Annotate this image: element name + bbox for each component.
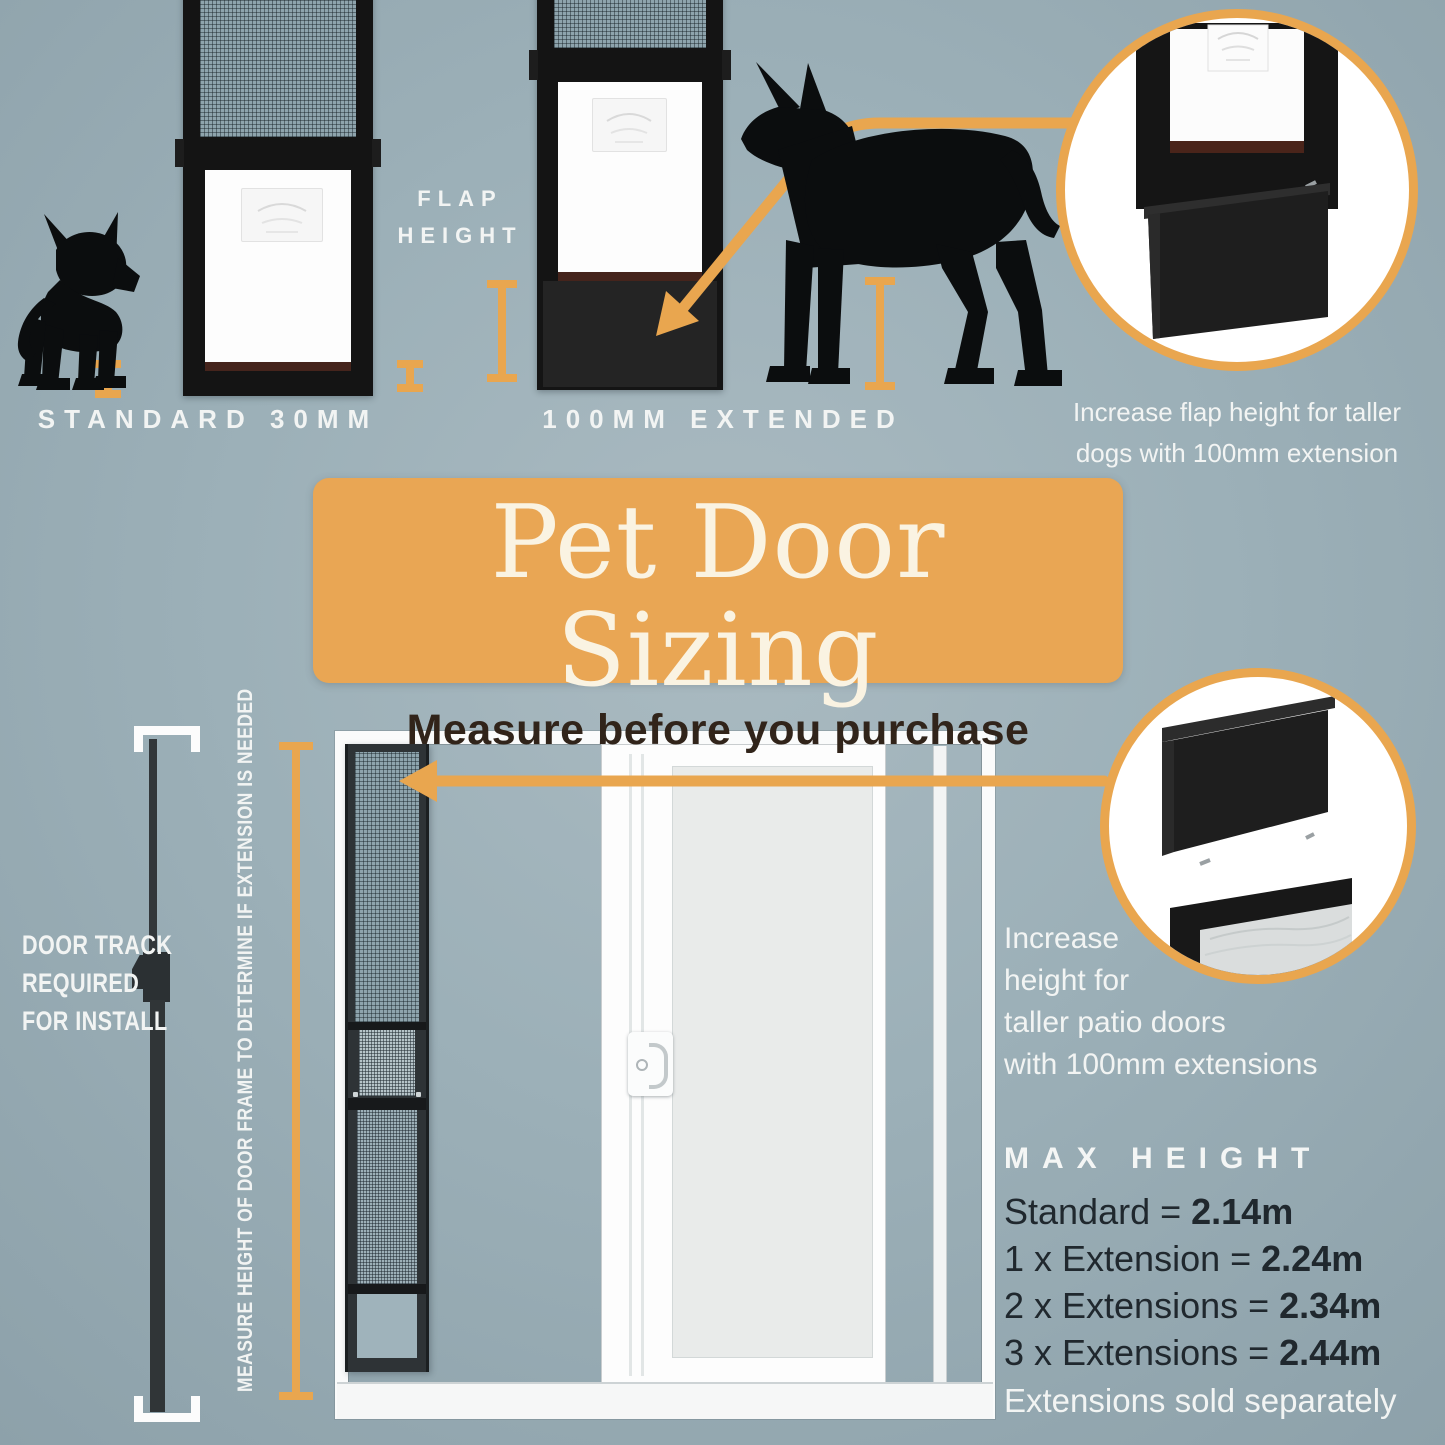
max-height-list bbox=[1004, 1188, 1381, 1376]
max-height-heading: MAX HEIGHT bbox=[1004, 1142, 1323, 1175]
measure-marker-extended bbox=[487, 284, 517, 378]
flap-extension-detail bbox=[1065, 18, 1409, 362]
page-title: Pet Door Sizing bbox=[490, 483, 946, 709]
chihuahua-silhouette bbox=[18, 212, 140, 390]
measure-height-note: MEASURE HEIGHT OF DOOR FRAME TO DETERMINE IF EXTENSION IS NEEDED bbox=[234, 688, 257, 1392]
max-height-footnote: Extensions sold separately bbox=[1004, 1382, 1397, 1419]
door-track-note: DOOR TRACK REQUIRED FOR INSTALL bbox=[22, 930, 173, 1036]
extension-inset-caption: Increase height for taller patio doors with 100mm extensions bbox=[1004, 922, 1318, 1081]
flap-inset-caption: Increase flap height for taller dogs with 100mm extension bbox=[1072, 397, 1402, 468]
flap-height-label: FLAP HEIGHT bbox=[397, 186, 523, 248]
flap-inset-circle bbox=[1056, 9, 1418, 371]
standard-door-caption: STANDARD 30MM bbox=[37, 404, 379, 434]
extended-door-caption: 100MM EXTENDED bbox=[542, 404, 904, 434]
measure-marker-door-height bbox=[279, 746, 313, 1396]
title-box bbox=[313, 478, 1123, 754]
arrow-to-patio-insert-icon bbox=[399, 760, 1104, 802]
max-height-row: 2 x Extensions = 2.34m bbox=[1004, 1285, 1382, 1326]
dog-silhouette bbox=[741, 62, 1062, 386]
page-subtitle: Measure before you purchase bbox=[406, 706, 1030, 754]
max-height-row: 1 x Extension = 2.24m bbox=[1004, 1238, 1364, 1279]
max-height-row: 3 x Extensions = 2.44m bbox=[1004, 1332, 1382, 1373]
measure-marker-dog bbox=[865, 281, 895, 386]
measure-marker-standard-right bbox=[397, 364, 423, 388]
max-height-row: Standard = 2.14m bbox=[1004, 1191, 1294, 1232]
